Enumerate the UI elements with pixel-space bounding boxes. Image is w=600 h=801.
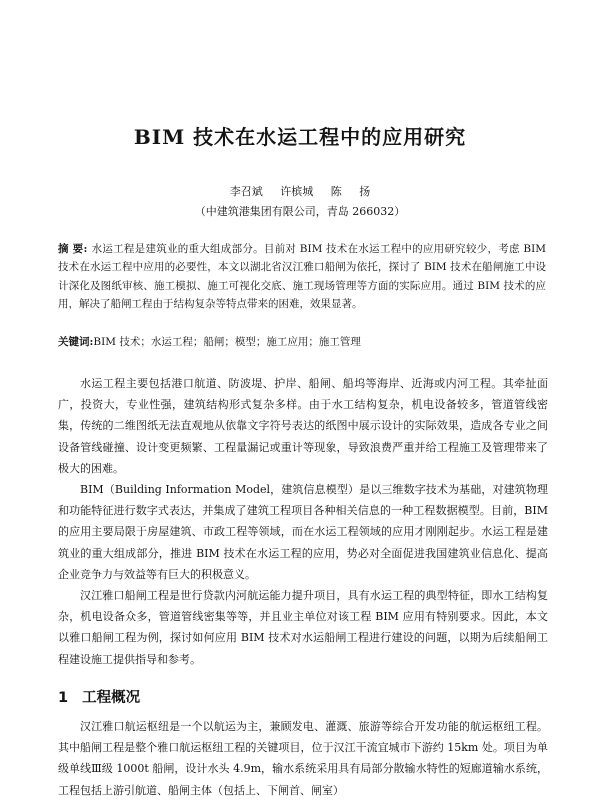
paragraph: 水运工程主要包括港口航道、防波堤、护岸、船闸、船坞等海岸、近海或内河工程。其牵扯面广，投资大，专业性强，建筑结构形式复杂多样。由于水工结构复杂，机电设备较多，管道管线密集，传统的二维图纸无法直观地从依靠文字符号表达的纸图中展示设计的实际效果，造成各专业之间设备管线碰撞、设计变更频繁、工程量漏记或重计等现象，导致浪费严重并给工程施工及管理带来了极大的困难。: [58, 377, 548, 475]
keywords-text: BIM 技术；水运工程；船闸；模型；施工应用；施工管理: [93, 336, 361, 348]
paragraph: 汉江雅口航运枢纽是一个以航运为主，兼顾发电、灌溉、旅游等综合开发功能的航运枢纽工程。其中船闸工程是整个雅口航运枢纽工程的关键项目，位于汉江干流宜城市下游约 15km 处。项目为单级单线Ⅲ级 1000t 船闸，设计水头 4.9m，输水系统采用具有局部分散输水特性的短廊道输水系统，工程包括上游引航道、船闸主体（包括上、下闸首、闸室）: [58, 720, 548, 797]
abstract-text: 水运工程是建筑业的重大组成部分。目前对 BIM 技术在水运工程中的应用研究较少，考虑 BIM 技术在水运工程中应用的必要性，本文以湖北省汉江雅口船闸为依托，探讨了 BIM 技术在船闸施工中设计深化及图纸审核、施工模拟、施工可视化交底、施工现场管理等方面的实际应用。通过 BIM 技术的应用，解决了船闸工程由于结构复杂等特点带来的困难，效果显著。: [58, 243, 546, 310]
paper-title: BIM 技术在水运工程中的应用研究: [133, 125, 467, 149]
abstract: [58, 240, 546, 313]
paragraph: BIM（Building Information Model，建筑信息模型）是以三维数字技术为基础，对建筑物理和功能特征进行数字式表达，并集成了建筑工程项目各种相关信息的一种工程数据模型。目前，BIM 的应用主要局限于房屋建筑、市政工程等领域，而在水运工程领域的应用才刚刚起步。水运工程是建筑业的重大组成部分，推进 BIM 技术在水运工程的应用，势必对全面促进我国建筑业信息化、提高企业竞争力与效益等有巨大的积极意义。: [58, 483, 548, 581]
abstract-label: 摘 要:: [58, 243, 88, 255]
section-title: 工程概况: [82, 690, 141, 706]
intro-body: [58, 373, 548, 670]
paragraph: 汉江雅口船闸工程是世行贷款内河航运能力提升项目，具有水运工程的典型特征，即水工结构复杂，机电设备众多，管道管线密集等等，并且业主单位对该工程 BIM 应用有特别要求。因此，本文以雅口船闸工程为例，探讨如何应用 BIM 技术对水运船闸工程进行建设的问题，以期为后续船闸工程建设施工提供指导和参考。: [58, 589, 548, 666]
authors: 李召斌 许槟城 陈 扬: [229, 185, 371, 198]
section-heading: [58, 686, 140, 707]
keywords-label: 关键词:: [58, 336, 94, 348]
section-number: 1: [58, 690, 69, 706]
keywords: [58, 334, 546, 350]
section1-body: [58, 716, 548, 801]
affiliation: （中建筑港集团有限公司，青岛 266032）: [194, 205, 406, 218]
